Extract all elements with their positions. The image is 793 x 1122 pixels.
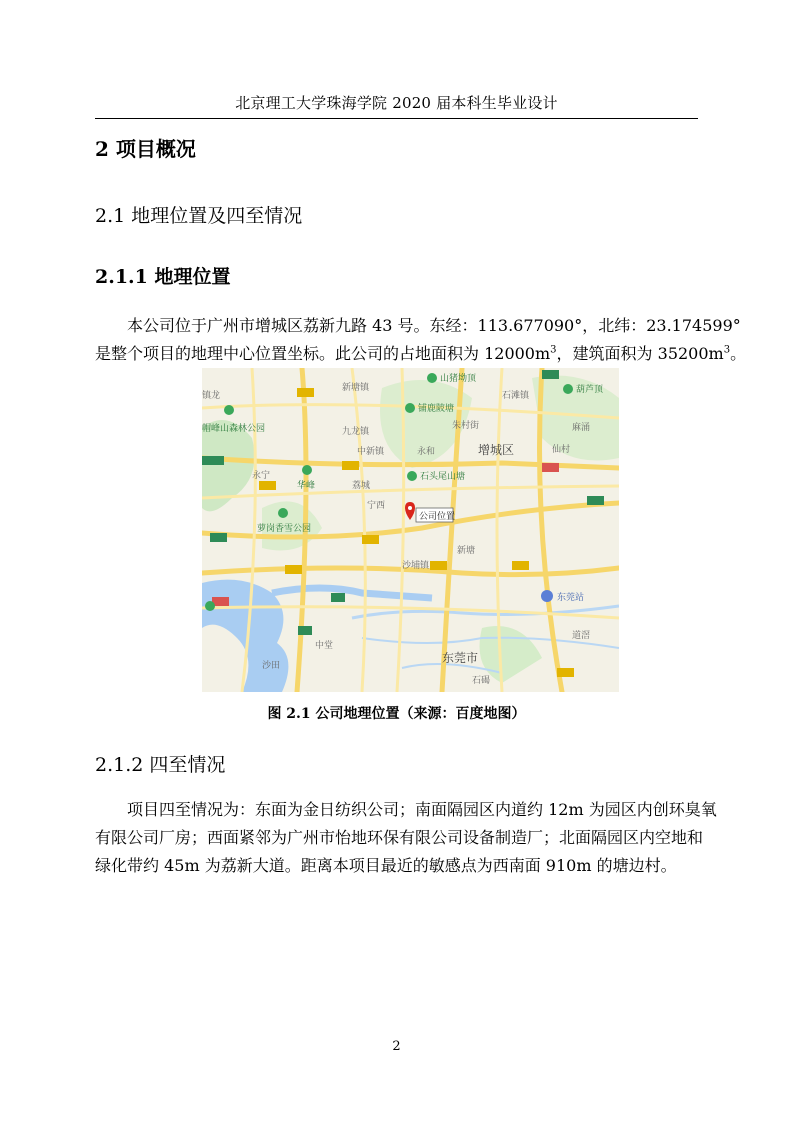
map-canvas (202, 368, 619, 692)
svg-text:铺鹿陂塘: 铺鹿陂塘 (418, 404, 455, 414)
section-heading-2-1-1: 2.1.1 地理位置 (95, 266, 231, 288)
svg-text:道滘: 道滘 (572, 631, 591, 641)
city-label: 增城区 (478, 443, 515, 457)
svg-text:永和: 永和 (417, 447, 436, 457)
svg-text:永宁: 永宁 (252, 471, 271, 481)
svg-text:麻涌: 麻涌 (572, 423, 591, 433)
svg-text:荔城: 荔城 (352, 481, 371, 491)
svg-text:新塘镇: 新塘镇 (342, 383, 370, 393)
section-heading-2: 2 项目概况 (95, 137, 196, 161)
superscript: 3 (723, 344, 731, 356)
svg-text:沙田: 沙田 (262, 661, 281, 671)
svg-text:九龙镇: 九龙镇 (342, 427, 370, 437)
svg-text:仙村: 仙村 (552, 445, 571, 455)
svg-text:沙埔镇: 沙埔镇 (402, 561, 430, 571)
figure-caption: 图 2.1 公司地理位置（来源：百度地图） (267, 706, 526, 722)
location-map (202, 368, 619, 692)
svg-text:宁西: 宁西 (367, 501, 386, 511)
svg-text:华峰: 华峰 (297, 481, 316, 491)
svg-text:中堂: 中堂 (315, 641, 334, 651)
paragraph-line: 项目四至情况为：东面为金日纺织公司；南面隔园区内道约 12m 为园区内创环臭氧 (127, 800, 717, 819)
section-heading-2-1-2: 2.1.2 四至情况 (95, 754, 226, 776)
svg-text:中新镇: 中新镇 (357, 447, 385, 457)
text-fragment: 是整个项目的地理中心位置坐标。此公司的占地面积为 12000m (95, 344, 551, 363)
svg-text:镇龙: 镇龙 (202, 391, 221, 401)
svg-text:东莞站: 东莞站 (557, 593, 585, 603)
city-label: 东莞市 (442, 651, 479, 665)
header-rule (95, 118, 698, 119)
superscript: 3 (550, 344, 557, 356)
svg-text:朱村街: 朱村街 (452, 421, 480, 431)
paragraph-line: 有限公司厂房；西面紧邻为广州市怡地环保有限公司设备制造厂；北面隔园区内空地和 (95, 828, 704, 847)
paragraph-line: 绿化带约 45m 为荔新大道。距离本项目最近的敏感点为西南面 910m 的塘边村。 (95, 856, 677, 875)
text-fragment: 。 (730, 344, 747, 363)
svg-text:石滩镇: 石滩镇 (502, 391, 530, 401)
paragraph-line: 本公司位于广州市增城区荔新九路 43 号。东经：113.677090°，北纬：23.174599° (127, 316, 741, 335)
page-header: 北京理工大学珠海学院 2020 届本科生毕业设计 (235, 94, 558, 112)
surroundings-paragraph (95, 796, 717, 880)
svg-text:山猪坳顶: 山猪坳顶 (440, 374, 477, 384)
paragraph-line (95, 340, 747, 368)
svg-text:公司位置: 公司位置 (419, 512, 456, 522)
svg-text:石头尾山塘: 石头尾山塘 (420, 472, 466, 482)
svg-text:新塘: 新塘 (457, 546, 476, 556)
location-paragraph (95, 312, 747, 368)
svg-text:葫芦顶: 葫芦顶 (576, 385, 604, 395)
section-heading-2-1: 2.1 地理位置及四至情况 (95, 205, 303, 227)
svg-text:萝岗香雪公园: 萝岗香雪公园 (257, 524, 312, 534)
svg-text:帽峰山森林公园: 帽峰山森林公园 (202, 424, 266, 434)
page-number: 2 (392, 1039, 401, 1054)
text-fragment: ，建筑面积为 35200m (556, 344, 724, 363)
svg-text:石碣: 石碣 (472, 676, 491, 686)
